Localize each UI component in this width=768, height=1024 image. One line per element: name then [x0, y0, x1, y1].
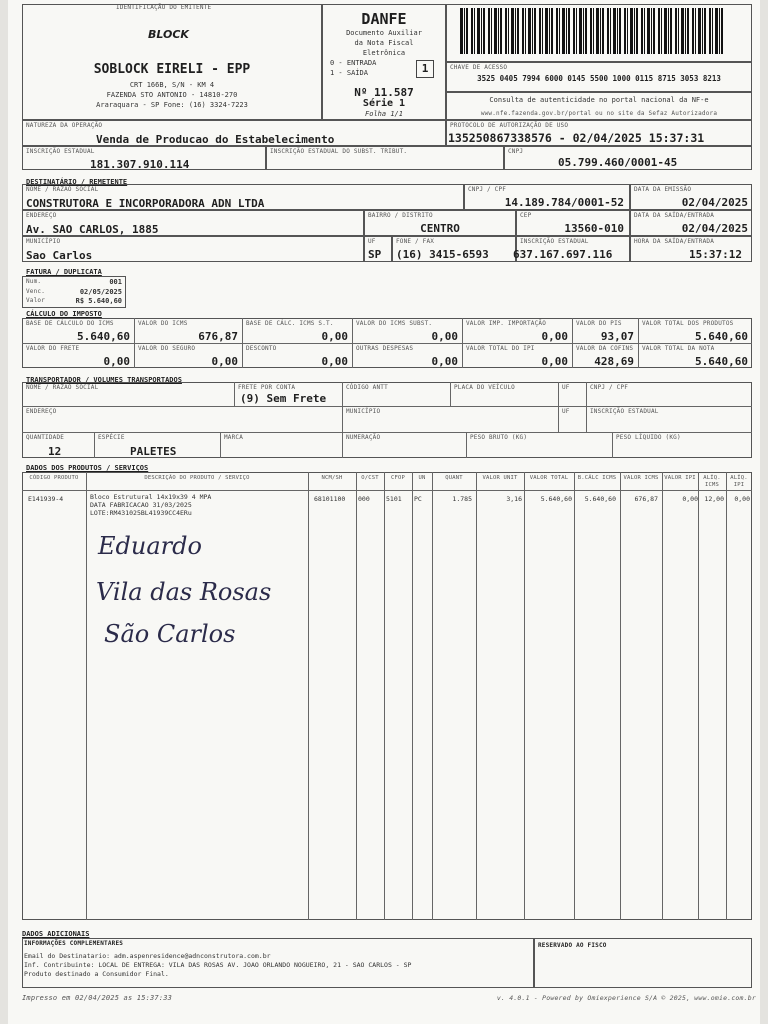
recipient-name-label: NOME / RAZÃO SOCIAL: [26, 186, 99, 193]
import-value: 0,00: [541, 330, 568, 343]
gross-weight-label: PESO BRUTO (KG): [470, 434, 528, 441]
barcode-bar: [678, 8, 679, 54]
products-total-label: VALOR TOTAL DOS PRODUTOS: [642, 320, 734, 327]
issuer-name: SOBLOCK EIRELI - EPP: [93, 62, 251, 77]
icms-st-label: VALOR DO ICMS SUBST.: [356, 320, 433, 327]
barcode-bar: [641, 8, 643, 54]
tax-section-title: CÁLCULO DO IMPOSTO: [26, 310, 102, 318]
barcode-bar: [566, 8, 567, 54]
product-ipi-value: 0,00: [682, 495, 698, 503]
recipient-address: Av. SAO CARLOS, 1885: [26, 223, 159, 236]
barcode-bar: [464, 8, 465, 54]
access-key-label: CHAVE DE ACESSO: [450, 64, 508, 71]
barcode-bar: [481, 8, 482, 54]
transport-col-line: [558, 382, 559, 432]
barcode-bar: [549, 8, 550, 54]
product-unit-price: 3,16: [506, 495, 522, 503]
transport-col-line: [220, 432, 221, 458]
carrier-city-label: MUNICÍPIO: [346, 408, 381, 415]
additional-info-label: INFORMAÇÕES COMPLEMENTARES: [24, 940, 124, 947]
volume-species-label: ESPÉCIE: [98, 434, 125, 441]
barcode-bar: [539, 8, 541, 54]
danfe-entrada: 0 - ENTRADA: [330, 59, 377, 67]
barcode-bar: [610, 8, 611, 54]
base-icms-label: BASE DE CÁLCULO DO ICMS: [26, 320, 114, 327]
invoice-total-value: 5.640,60: [695, 355, 748, 368]
barcode-bar: [517, 8, 519, 54]
products-total-value: 5.640,60: [695, 330, 748, 343]
products-column-line: [524, 472, 525, 920]
barcode-bar: [477, 8, 480, 54]
barcode-bar: [494, 8, 497, 54]
products-column-line: [574, 472, 575, 920]
recipient-uf: SP: [368, 248, 382, 261]
barcode-bar: [687, 8, 689, 54]
emission-label: DATA DA EMISSÃO: [634, 186, 692, 193]
products-column-line: [308, 472, 309, 920]
barcode-bar: [498, 8, 499, 54]
invoice-due: 02/05/2025: [79, 288, 122, 296]
other-value: 0,00: [431, 355, 458, 368]
barcode-bar: [532, 8, 533, 54]
discount-value: 0,00: [321, 355, 348, 368]
ie-st-label: INSCRIÇÃO ESTADUAL DO SUBST. TRIBUT.: [270, 148, 408, 155]
danfe-number: Nº 11.587: [354, 86, 414, 99]
transport-col-line: [234, 382, 235, 406]
recipient-section-title: DESTINATÁRIO / REMETENTE: [26, 178, 128, 186]
danfe-type-box: 1: [416, 60, 434, 78]
barcode-bar: [522, 8, 524, 54]
barcode-bar: [491, 8, 492, 54]
printed-at: Impresso em 02/04/2025 as 15:37:33: [22, 994, 173, 1002]
barcode-bar: [698, 8, 701, 54]
issuer-address-line3: Araraquara - SP Fone: (16) 3324-7223: [96, 101, 248, 109]
barcode-bar: [471, 8, 473, 54]
additional-info-line3: Produto destinado a Consumidor Final.: [24, 970, 169, 978]
ipi-value: 0,00: [541, 355, 568, 368]
transport-section-title: TRANSPORTADOR / VOLUMES TRANSPORTADOS: [26, 376, 182, 384]
issuer-cnpj-value: 05.799.460/0001-45: [558, 156, 678, 169]
product-desc-line3: LOTE:RM431025BL41939CC4ERu: [90, 509, 192, 517]
invoice-value: R$ 5.640,60: [75, 297, 122, 305]
additional-info-line2: Inf. Contribuinte: LOCAL DE ENTREGA: VILA DAS ROSAS AV. JOAO ORLANDO NOGUEIRO, 21 - SAO CARLOS - SP: [24, 961, 412, 969]
barcode-bar: [681, 8, 684, 54]
barcode-bar: [545, 8, 548, 54]
barcode-bar: [602, 8, 604, 54]
transport-col-line: [586, 382, 587, 432]
invoice-section-title: FATURA / DUPLICATA: [26, 268, 102, 276]
barcode-bar: [590, 8, 592, 54]
products-column-line: [620, 472, 621, 920]
barcode-bar: [617, 8, 618, 54]
barcode-bar: [525, 8, 526, 54]
barcode-bar: [568, 8, 570, 54]
barcode-bar: [709, 8, 711, 54]
barcode-bar: [585, 8, 587, 54]
products-column-line: [384, 472, 385, 920]
cofins-label: VALOR DA COFINS: [576, 345, 634, 352]
transport-col-line: [342, 432, 343, 458]
product-total: 5.640,60: [540, 495, 572, 503]
invoice-total-label: VALOR TOTAL DA NOTA: [642, 345, 715, 352]
import-label: VALOR IMP. IMPORTAÇÃO: [466, 320, 547, 327]
transport-col-line: [466, 432, 467, 458]
barcode-bar: [675, 8, 677, 54]
base-st-value: 0,00: [321, 330, 348, 343]
products-header-cell: QUANT: [445, 475, 463, 481]
nature-label: NATUREZA DA OPERAÇÃO: [26, 122, 103, 129]
barcode-bar: [702, 8, 703, 54]
barcode-bar: [619, 8, 621, 54]
barcode-bar: [692, 8, 694, 54]
products-column-line: [86, 472, 87, 920]
products-header-cell: DESCRIÇÃO DO PRODUTO / SERVIÇO: [144, 475, 250, 481]
product-desc-line2: DATA FABRICACAO 31/03/2025: [90, 501, 192, 509]
tax-grid-divider: [22, 343, 752, 344]
volume-qty-label: QUANTIDADE: [26, 434, 65, 441]
freight-value: 0,00: [103, 355, 130, 368]
barcode-bar: [627, 8, 628, 54]
net-weight-label: PESO LÍQUIDO (KG): [616, 434, 681, 441]
carrier-uf-label: UF: [562, 384, 570, 391]
barcode-bar: [528, 8, 531, 54]
barcode-bar: [583, 8, 584, 54]
danfe-subtitle-2: da Nota Fiscal: [354, 39, 414, 47]
barcode-bar: [573, 8, 575, 54]
ipi-label: VALOR TOTAL DO IPI: [466, 345, 535, 352]
barcode-bar: [630, 8, 633, 54]
danfe-page: Folha 1/1: [365, 110, 403, 118]
barcode-bar: [576, 8, 577, 54]
ie-label: INSCRIÇÃO ESTADUAL: [26, 148, 95, 155]
products-header-cell: ALÍQ. IPI: [730, 475, 748, 488]
recipient-ie: 637.167.697.116: [513, 248, 613, 261]
nature-value: Venda de Producao do Estabelecimento: [96, 133, 335, 146]
barcode-bar: [719, 8, 720, 54]
authenticity-text: Consulta de autenticidade no portal nacional da NF-e: [489, 96, 709, 104]
barcode-bar: [488, 8, 490, 54]
recipient-city: Sao Carlos: [26, 249, 93, 262]
handwritten-name: Eduardo: [98, 532, 202, 560]
products-header-cell: VALOR UNIT: [482, 475, 518, 481]
barcode-bar: [613, 8, 616, 54]
freight-label: VALOR DO FRETE: [26, 345, 80, 352]
discount-label: DESCONTO: [246, 345, 277, 352]
danfe-title: DANFE: [361, 10, 407, 28]
icms-label: VALOR DO ICMS: [138, 320, 188, 327]
issuer-address-line1: CRT 166B, S/N - KM 4: [129, 81, 215, 89]
issuer-logo: BLOCK: [148, 28, 189, 41]
barcode-bar: [559, 8, 560, 54]
product-cst: 000: [358, 495, 370, 503]
products-column-line: [432, 472, 433, 920]
exit-time: 15:37:12: [689, 248, 742, 261]
additional-info-line1: Email do Destinatario: adm.aspenresidence@adnconstrutora.com.br: [24, 952, 271, 960]
fisco-label: RESERVADO AO FISCO: [538, 942, 607, 949]
recipient-city-label: MUNICÍPIO: [26, 238, 61, 245]
products-header-cell: VALOR ICMS: [623, 475, 659, 481]
carrier-name-label: NOME / RAZÃO SOCIAL: [26, 384, 99, 391]
barcode-bar: [600, 8, 601, 54]
danfe-saida: 1 - SAÍDA: [330, 69, 368, 77]
freight-mode-value: (9) Sem Frete: [240, 392, 327, 405]
volume-qty: 12: [48, 445, 62, 458]
barcode-bar: [551, 8, 553, 54]
barcode-bar: [534, 8, 536, 54]
products-header-cell: VALOR TOTAL: [529, 475, 569, 481]
issuer-id-label: IDENTIFICAÇÃO DO EMITENTE: [116, 4, 212, 11]
danfe-subtitle-3: Eletrônica: [362, 49, 406, 57]
recipient-cep-label: CEP: [520, 212, 532, 219]
products-header-cell: UN: [418, 475, 426, 481]
products-column-line: [356, 472, 357, 920]
recipient-cnpj: 14.189.784/0001-52: [504, 196, 624, 209]
barcode-bar: [634, 8, 635, 54]
products-column-line: [698, 472, 699, 920]
barcode-bar: [511, 8, 514, 54]
products-header-cell: CFOP: [390, 475, 406, 481]
barcode-bar: [651, 8, 652, 54]
barcode-bar: [661, 8, 662, 54]
issuer-cnpj-label: CNPJ: [508, 148, 524, 155]
barcode-bar: [466, 8, 468, 54]
barcode-bar: [712, 8, 713, 54]
products-column-line: [476, 472, 477, 920]
products-column-line: [726, 472, 727, 920]
product-ncm: 68101100: [314, 495, 346, 503]
invoice-num: 001: [109, 278, 122, 286]
transport-col-line: [612, 432, 613, 458]
carrier-address-label: ENDEREÇO: [26, 408, 57, 415]
products-header-cell: O/CST: [361, 475, 379, 481]
transport-col-line: [94, 432, 95, 458]
danfe-document: [8, 0, 760, 1024]
barcode-bar: [721, 8, 723, 54]
product-icms-value: 676,87: [634, 495, 658, 503]
freight-mode-label: FRETE POR CONTA: [238, 384, 296, 391]
barcode-bar: [644, 8, 645, 54]
danfe-subtitle-1: Documento Auxiliar: [346, 29, 422, 37]
carrier-ie-label: INSCRIÇÃO ESTADUAL: [590, 408, 659, 415]
invoice-num-label: Num.: [26, 278, 42, 285]
transport-col-line: [342, 382, 343, 406]
barcode-bar: [542, 8, 543, 54]
authenticity-url: www.nfe.fazenda.gov.br/portal ou no site da Sefaz Autorizadora: [480, 110, 718, 117]
products-column-line: [662, 472, 663, 920]
barcode-bar: [562, 8, 565, 54]
barcode-bar: [664, 8, 667, 54]
transport-col-line: [342, 406, 343, 432]
products-header-cell: ALÍQ. ICMS: [703, 475, 721, 488]
barcode-image: [458, 8, 730, 54]
product-code: E141939-4: [28, 495, 64, 503]
pis-label: VALOR DO PIS: [576, 320, 622, 327]
issuer-address-line2: FAZENDA STO ANTONIO - 14810-270: [106, 91, 238, 99]
products-header-cell: B.CÁLC ICMS: [577, 475, 617, 481]
handwritten-city: São Carlos: [104, 620, 236, 648]
ie-value: 181.307.910.114: [90, 158, 190, 171]
recipient-district: CENTRO: [420, 222, 460, 235]
barcode-bar: [704, 8, 706, 54]
exit-date-label: DATA DA SAÍDA/ENTRADA: [634, 212, 715, 219]
barcode-bar: [670, 8, 672, 54]
barcode-bar: [647, 8, 650, 54]
recipient-cnpj-label: CNPJ / CPF: [468, 186, 507, 193]
recipient-uf-label: UF: [368, 238, 376, 245]
barcode-bar: [593, 8, 594, 54]
barcode-bar: [556, 8, 558, 54]
recipient-ie-label: INSCRIÇÃO ESTADUAL: [520, 238, 589, 245]
icms-value: 676,87: [198, 330, 238, 343]
barcode-bar: [500, 8, 502, 54]
access-key-value: 3525 0405 7994 6000 0145 5500 1000 0115 8715 3053 8213: [477, 74, 721, 83]
barcode-bar: [508, 8, 509, 54]
insurance-value: 0,00: [211, 355, 238, 368]
pis-value: 93,07: [600, 330, 634, 343]
product-icms-base: 5.640,60: [584, 495, 616, 503]
barcode-bar: [596, 8, 599, 54]
product-desc-line1: Bloco Estrutural 14x19x39 4 MPA: [90, 493, 212, 501]
product-unit-type: PC: [414, 495, 422, 503]
invoice-due-label: Venc.: [26, 288, 46, 295]
barcode-bar: [607, 8, 609, 54]
product-cfop: 5101: [386, 495, 402, 503]
exit-date: 02/04/2025: [681, 222, 748, 235]
products-header-cell: NCM/SH: [321, 475, 343, 481]
barcode-bar: [685, 8, 686, 54]
handwritten-neighborhood: Vila das Rosas: [96, 578, 272, 606]
barcode-bar: [653, 8, 655, 54]
volume-brand-label: MARCA: [224, 434, 244, 441]
base-st-label: BASE DE CÁLC. ICMS S.T.: [246, 320, 334, 327]
barcode-bar: [515, 8, 516, 54]
barcode-bar: [460, 8, 463, 54]
products-header-line: [22, 490, 752, 491]
products-header-cell: CÓDIGO PRODUTO: [29, 475, 79, 481]
carrier-uf2-label: UF: [562, 408, 570, 415]
protocol-label: PROTOCOLO DE AUTORIZAÇÃO DE USO: [450, 122, 569, 129]
products-column-line: [412, 472, 413, 920]
barcode-bar: [658, 8, 660, 54]
barcode-bar: [483, 8, 485, 54]
exit-time-label: HORA DA SAÍDA/ENTRADA: [634, 238, 715, 245]
transport-col-line: [450, 382, 451, 406]
volume-species: PALETES: [130, 445, 177, 458]
barcode-bar: [474, 8, 475, 54]
products-section-title: DADOS DOS PRODUTOS / SERVIÇOS: [26, 464, 149, 472]
recipient-district-label: BAIRRO / DISTRITO: [368, 212, 433, 219]
recipient-name: CONSTRUTORA E INCORPORADORA ADN LTDA: [26, 197, 265, 210]
emission-date: 02/04/2025: [681, 196, 748, 209]
product-icms-rate: 12,00: [704, 495, 724, 503]
barcode-bar: [668, 8, 669, 54]
barcode-bar: [715, 8, 718, 54]
recipient-phone: (16) 3415-6593: [396, 248, 489, 261]
volume-numbering-label: NUMERAÇÃO: [346, 434, 381, 441]
icms-st-value: 0,00: [431, 330, 458, 343]
barcode-bar: [636, 8, 638, 54]
recipient-address-label: ENDEREÇO: [26, 212, 57, 219]
cofins-value: 428,69: [594, 355, 634, 368]
barcode-bar: [695, 8, 696, 54]
powered-by: v. 4.0.1 - Powered by Omiexperience S/A © 2025, www.omie.com.br: [496, 994, 756, 1002]
protocol-value: 135250867338576 - 02/04/2025 15:37:31: [448, 131, 705, 145]
plate-label: PLACA DO VEÍCULO: [454, 384, 515, 391]
carrier-cnpj-label: CNPJ / CPF: [590, 384, 629, 391]
products-header-cell: VALOR IPI: [664, 475, 696, 481]
barcode-bar: [579, 8, 582, 54]
recipient-phone-label: FONE / FAX: [396, 238, 435, 245]
recipient-cep: 13560-010: [564, 222, 624, 235]
insurance-label: VALOR DO SEGURO: [138, 345, 196, 352]
product-quantity: 1.785: [452, 495, 472, 503]
other-label: OUTRAS DESPESAS: [356, 345, 414, 352]
barcode-bar: [505, 8, 507, 54]
barcode-bar: [624, 8, 626, 54]
product-ipi-rate: 0,00: [734, 495, 750, 503]
invoice-value-label: Valor: [26, 297, 46, 304]
transport-row-line: [22, 432, 752, 433]
additional-section-title: DADOS ADICIONAIS: [22, 930, 90, 938]
antt-label: CÓDIGO ANTT: [346, 384, 388, 391]
base-icms-value: 5.640,60: [77, 330, 130, 343]
transport-row-line: [22, 406, 752, 407]
danfe-series: Série 1: [362, 98, 406, 109]
